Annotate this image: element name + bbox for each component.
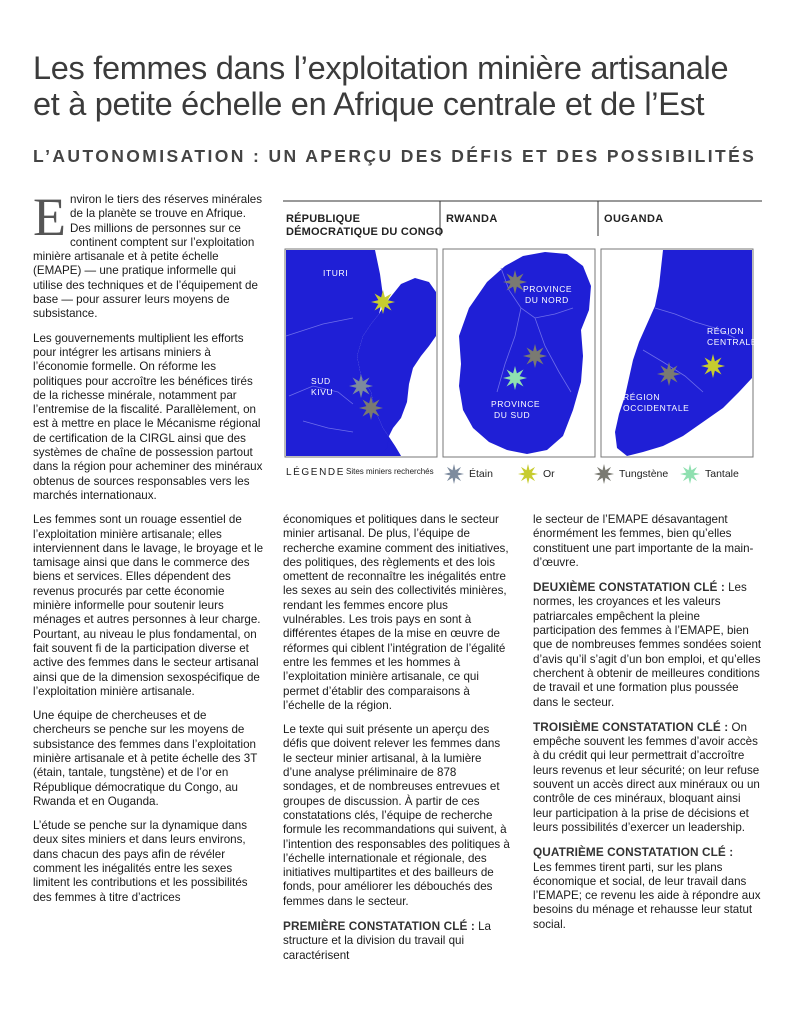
legend-item-etain <box>443 463 493 485</box>
map-title-rwanda: RWANDA <box>446 213 498 225</box>
legend-item-tantale <box>679 463 739 485</box>
mining-site-star-icon <box>701 354 725 378</box>
label-sud: SUD <box>311 376 331 386</box>
map-title-drc-2: DÉMOCRATIQUE DU CONGO <box>286 226 444 238</box>
column-1 <box>33 187 265 915</box>
map-drc <box>285 249 437 457</box>
mining-site-star-icon <box>657 362 681 386</box>
paragraph <box>533 580 763 710</box>
label-sud-2: DU SUD <box>494 410 531 420</box>
mining-site-star-icon <box>503 270 527 294</box>
legend-label: Tungstène <box>619 468 669 480</box>
finding-text: Les normes, les croyances et les valeurs patriarcales empêchent la pleine participation des femmes à l’EMAPE, bien que de nombreuses femmes sondées soient d’avis qu’il s’agit d’un bon emploi, et qu’elles cherchent à obtenir de meilleures conditions de travail et une formation plus poussée dans le secteur. <box>533 581 762 709</box>
finding-heading-2: DEUXIÈME CONSTATATION CLÉ : <box>533 580 725 595</box>
paragraph <box>283 919 511 963</box>
label-occidentale-2: OCCIDENTALE <box>623 403 690 413</box>
label-centrale-2: CENTRALE <box>707 337 758 347</box>
finding-text: La structure et la division du travail qui caractérisent <box>283 920 492 962</box>
paragraph: Les gouvernements multiplient les efforts pour intégrer les artisans miniers à l’économie formelle. On réforme les politiques pour accroître les bénéfices tirés de la richesse minérale, notamment par l’entremise de la fiscalité. Parallèlement, on est à mettre en place le Mécanisme régional de certification de la CIRGL ainsi que des systèmes de chaîne de possession partout dans la région pour acheminer des minéraux obtenus de sources responsables vers les marchés internationaux. <box>33 331 263 502</box>
intro-paragraph <box>33 187 265 322</box>
map-legend <box>283 461 762 489</box>
map-title-uganda: OUGANDA <box>604 213 664 225</box>
paragraph <box>533 845 763 932</box>
star-icon <box>593 463 615 485</box>
label-centrale-1: RÉGION <box>707 326 745 336</box>
title-line-1: Les femmes dans l’exploitation minière artisanale <box>33 50 729 86</box>
column-3 <box>533 513 763 942</box>
mining-site-star-icon <box>523 344 547 368</box>
drop-cap: E <box>33 187 66 247</box>
label-sud-1: PROVINCE <box>491 399 541 409</box>
column-2 <box>283 513 511 973</box>
star-icon <box>517 463 539 485</box>
paragraph: L’étude se penche sur la dynamique dans deux sites miniers et dans leurs environs, dans chacun des pays afin de révéler comment les inégalités entre les sexes limitent les contributions et les possibilités des femmes à titre d’actrices <box>33 819 248 904</box>
paragraph: le secteur de l’EMAPE désavantagent énormément les femmes, bien qu’elles constituent une part importante de la main-d’œuvre. <box>533 513 754 569</box>
legend-label: Tantale <box>705 468 739 480</box>
map-title-drc-1: RÉPUBLIQUE <box>286 213 361 225</box>
finding-heading-3: TROISIÈME CONSTATATION CLÉ : <box>533 719 729 734</box>
label-nord-1: PROVINCE <box>523 284 573 294</box>
map-panel <box>283 196 762 492</box>
mining-site-star-icon <box>349 374 373 398</box>
legend-label: Or <box>543 468 555 480</box>
legend-item-or <box>517 463 555 485</box>
page-subtitle: L’AUTONOMISATION : UN APERÇU DES DÉFIS ET DES POSSIBILITÉS <box>33 146 757 166</box>
label-ituri: ITURI <box>323 268 349 278</box>
mining-site-star-icon <box>503 366 527 390</box>
mining-site-star-icon <box>371 290 395 314</box>
map-uganda <box>601 249 753 457</box>
paragraph <box>533 720 763 835</box>
paragraph: Les femmes sont un rouage essentiel de l’exploitation minière artisanale; elles interviennent dans le lavage, le broyage et le tamisage ainsi que dans le commerce des biens et services. Elles dépendent des revenus procurés par cette économie minière informelle pour soutenir leurs ménages et autres personnes à leur charge. Pourtant, au niveau le plus fondamental, on fait souvent fi de la participation diverse et active des femmes dans le secteur artisanal ainsi que de la dimension sexospécifique de l’exploitation minière artisanale. <box>33 513 264 698</box>
finding-heading-1: PREMIÈRE CONSTATATION CLÉ : <box>283 919 475 934</box>
star-icon <box>443 463 465 485</box>
legend-title: LÉGENDE <box>286 467 345 478</box>
finding-text: Les femmes tirent parti, sur les plans économique et social, de leur travail dans l’EMAPE; ce revenu les aide à répondre aux besoins du ménage et rehausse leur statut social. <box>533 860 761 931</box>
label-kivu: KIVU <box>311 387 334 397</box>
mining-site-star-icon <box>359 396 383 420</box>
maps-svg <box>283 196 762 461</box>
label-nord-2: DU NORD <box>525 295 569 305</box>
legend-label: Étain <box>469 468 493 480</box>
paragraph: Le texte qui suit présente un aperçu des défis que doivent relever les femmes dans le secteur minier artisanal, à la lumière d’une analyse préliminaire de 878 sondages, et de nombreuses entrevues et groupes de discussion. À partir de ces constatations clés, l’équipe de recherche formule les recommandations qui suivent, à l’intention des responsables des politiques à l’échelle internationale et régionale, des initiatives multipartites et des bailleurs de fonds, pour améliorer les débouchés des femmes dans le secteur. <box>283 723 510 908</box>
paragraph: Une équipe de chercheuses et de chercheurs se penche sur les moyens de subsistance des femmes dans l’exploitation minière artisanale et à petite échelle des 3T (étain, tantale, tungstène) et de l’or en République démocratique du Congo, au Rwanda et en Ouganda. <box>33 709 258 808</box>
finding-text: On empêche souvent les femmes d’avoir accès à du crédit qui leur permettrait d’accroître leurs revenus et leur sécurité; on leur refuse souvent un accès direct aux minéraux ou un contrôle de ces minéraux, bloquant ainsi leur participation à la prise de décisions et leurs possibilités d’exercer un leadership. <box>533 720 760 834</box>
paragraph: économiques et politiques dans le secteur minier artisanal. De plus, l’équipe de recherche examine comment des initiatives, des politiques, des règlements et des lois omettent de reconnaître les inégalités entre les sexes au sein des collectivités minières, rendant les femmes encore plus vulnérables. Les trois pays en sont à différentes étapes de la mise en œuvre de réformes qui ciblent l’intégration de l’égalité entre les femmes et les hommes à l’exploitation minière artisanale, ce qui permet d’établir des comparaisons à l’échelle de la région. <box>283 513 509 712</box>
label-occidentale-1: RÉGION <box>623 392 661 402</box>
legend-item-tungstene <box>593 463 668 485</box>
title-line-2: et à petite échelle en Afrique centrale et de l’Est <box>33 86 705 122</box>
page-title <box>33 50 773 122</box>
legend-subtitle: Sites miniers recherchés <box>346 467 434 476</box>
intro-text: nviron le tiers des réserves minérales de la planète se trouve en Afrique. Des millions de personnes sur ce continent comptent sur l’exploitation minière artisanale et à petite échelle (EMAPE) — une pratique informelle qui utilise des techniques et de l’équipement de base — pour assurer leurs moyens de subsistance. <box>33 193 263 321</box>
finding-heading-4: QUATRIÈME CONSTATATION CLÉ : <box>533 845 734 860</box>
star-icon <box>679 463 701 485</box>
